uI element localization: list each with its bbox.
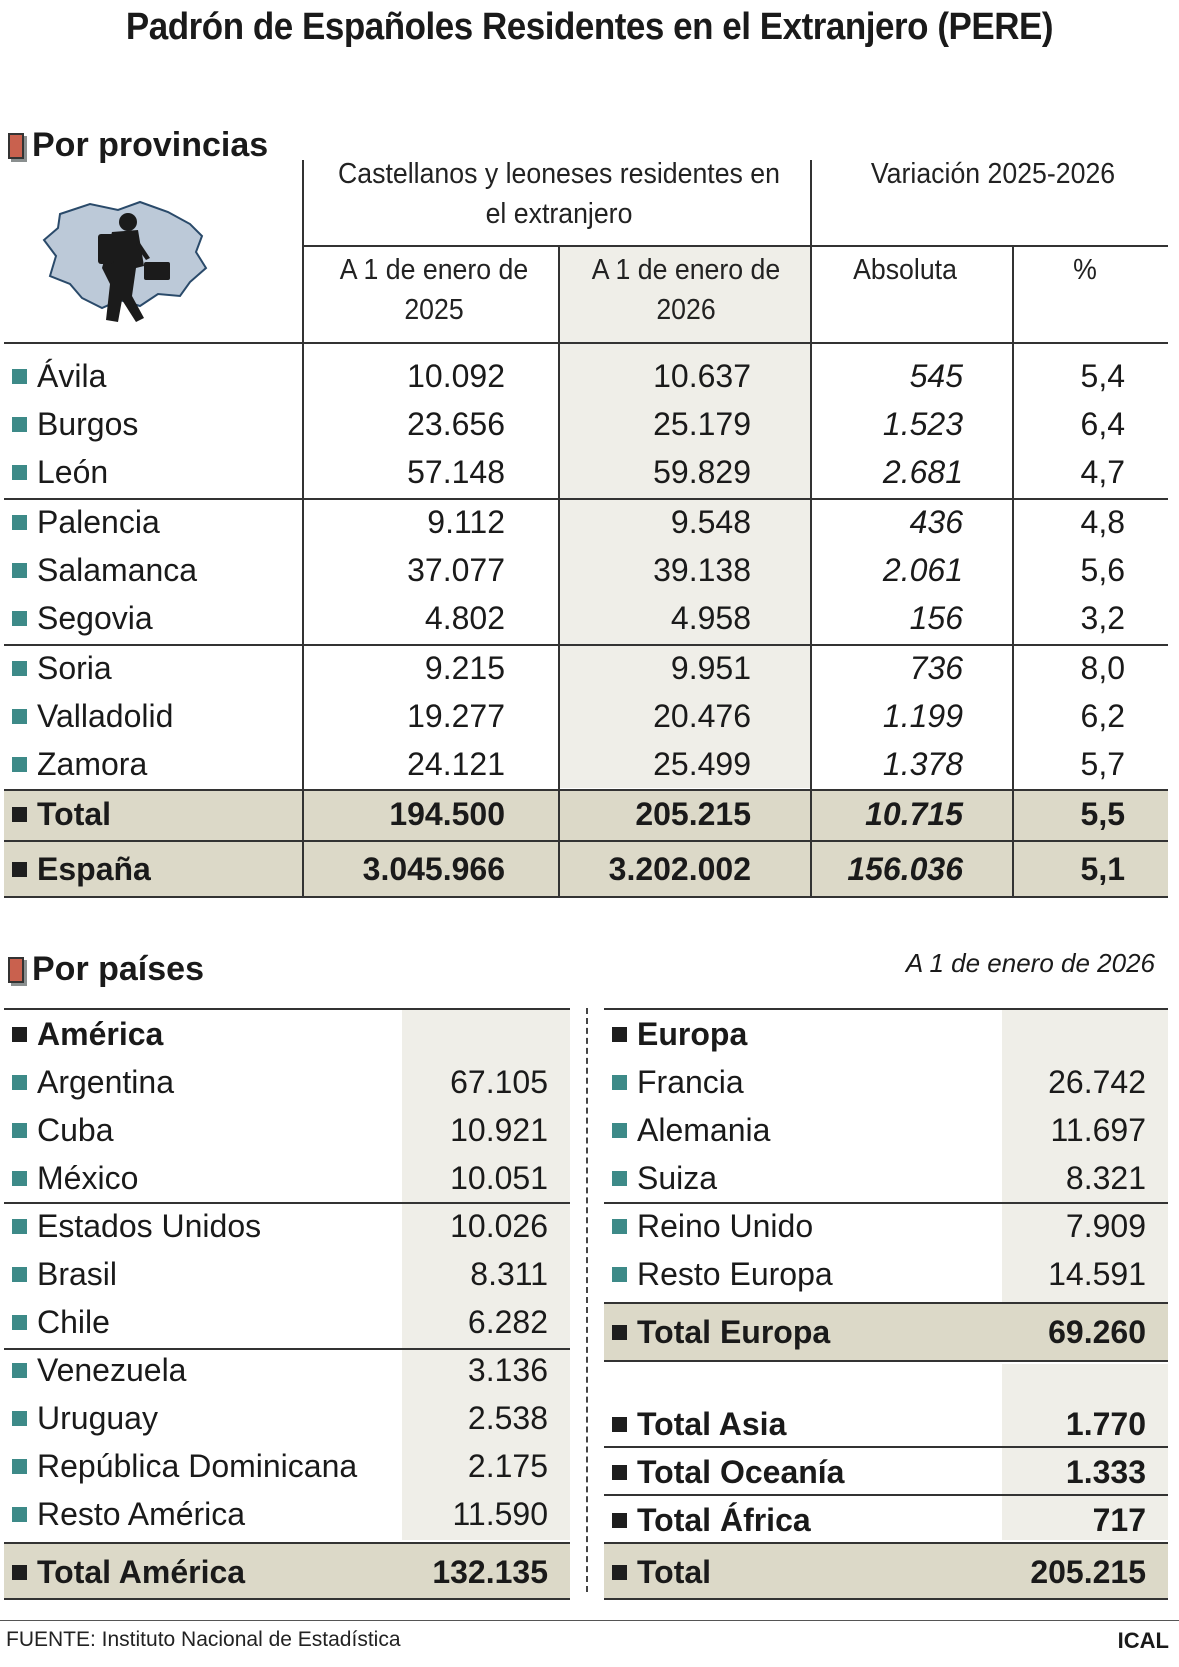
value-2026: 3.202.002 bbox=[608, 851, 751, 887]
bullet-icon bbox=[12, 709, 27, 724]
total-america-row bbox=[0, 1546, 570, 1598]
value-pct: 4,8 bbox=[1080, 504, 1125, 540]
row-label bbox=[612, 1306, 830, 1358]
table-row bbox=[0, 498, 1179, 546]
grid-line bbox=[604, 1360, 1168, 1362]
province-name: Soria bbox=[37, 650, 112, 686]
group-heading-europe bbox=[600, 1010, 1168, 1058]
row-label bbox=[12, 1202, 261, 1250]
country-name: Total América bbox=[37, 1554, 246, 1590]
table-row bbox=[0, 546, 1179, 594]
value-2026: 9.951 bbox=[670, 650, 751, 686]
total-row bbox=[0, 790, 1179, 838]
grid-line bbox=[302, 245, 1168, 247]
row-label bbox=[612, 1202, 813, 1250]
country-value: 132.135 bbox=[432, 1554, 548, 1590]
province-name: Valladolid bbox=[37, 698, 174, 734]
bullet-icon bbox=[12, 1315, 27, 1330]
table-row bbox=[0, 400, 1179, 448]
value-pct: 6,2 bbox=[1080, 698, 1125, 734]
value-pct: 5,1 bbox=[1080, 851, 1125, 887]
value-2026: 20.476 bbox=[653, 698, 751, 734]
total-row bbox=[600, 1448, 1168, 1496]
credit-label: ICAL bbox=[1117, 1628, 1169, 1653]
bullet-icon bbox=[612, 1267, 627, 1282]
row-label bbox=[12, 1442, 357, 1490]
country-value: 1.770 bbox=[1065, 1406, 1146, 1442]
country-name: Europa bbox=[637, 1016, 748, 1052]
bullet-icon bbox=[12, 1363, 27, 1378]
total-row bbox=[600, 1496, 1168, 1544]
variation-header: Variación 2025-2026 bbox=[870, 158, 1116, 190]
row-label bbox=[12, 594, 153, 642]
row-label bbox=[12, 1490, 245, 1538]
country-value: 67.105 bbox=[450, 1064, 548, 1100]
bullet-icon bbox=[12, 757, 27, 772]
value-2026: 39.138 bbox=[653, 552, 751, 588]
bullet-icon bbox=[12, 611, 27, 626]
row-label bbox=[12, 740, 147, 788]
value-pct: 5,5 bbox=[1080, 796, 1125, 832]
value-abs: 1.378 bbox=[882, 746, 963, 782]
value-abs: 736 bbox=[909, 650, 963, 686]
row-label bbox=[12, 1546, 245, 1598]
country-value: 717 bbox=[1092, 1502, 1146, 1538]
country-value: 7.909 bbox=[1065, 1208, 1146, 1244]
bullet-icon bbox=[612, 1417, 627, 1432]
row-label bbox=[612, 1010, 747, 1058]
country-name: Reino Unido bbox=[637, 1208, 814, 1244]
list-item bbox=[0, 1154, 570, 1202]
bullet-icon bbox=[12, 1507, 27, 1522]
table-row bbox=[0, 692, 1179, 740]
country-value: 26.742 bbox=[1048, 1064, 1146, 1100]
source-note: FUENTE: Instituto Nacional de Estadística bbox=[6, 1628, 401, 1651]
country-name: Uruguay bbox=[37, 1400, 158, 1436]
bullet-icon bbox=[12, 661, 27, 676]
grid-line bbox=[4, 1598, 570, 1600]
country-name: Total Europa bbox=[637, 1314, 831, 1350]
bullet-icon bbox=[612, 1219, 627, 1234]
row-label bbox=[12, 400, 138, 448]
row-label bbox=[12, 1394, 158, 1442]
value-abs: 545 bbox=[909, 358, 963, 394]
bullet-icon bbox=[612, 1565, 627, 1580]
bullet-icon bbox=[12, 1171, 27, 1186]
country-name: México bbox=[37, 1160, 139, 1196]
bullet-icon bbox=[612, 1123, 627, 1138]
row-label bbox=[12, 1154, 138, 1202]
value-2025: 24.121 bbox=[407, 746, 505, 782]
province-name: Salamanca bbox=[37, 552, 198, 588]
list-item bbox=[600, 1154, 1168, 1202]
section-marker-icon bbox=[8, 957, 24, 983]
row-label bbox=[612, 1496, 811, 1544]
value-2025: 4.802 bbox=[424, 600, 505, 636]
country-name: Chile bbox=[37, 1304, 110, 1340]
value-2025: 23.656 bbox=[407, 406, 505, 442]
value-2026: 10.637 bbox=[653, 358, 751, 394]
row-label bbox=[12, 790, 111, 838]
bullet-icon bbox=[12, 1411, 27, 1426]
col-header-2026: A 1 de enero de 2026 bbox=[591, 254, 781, 326]
row-label bbox=[12, 546, 197, 594]
province-name: Burgos bbox=[37, 406, 139, 442]
grid-line bbox=[4, 1542, 570, 1544]
bullet-icon bbox=[612, 1325, 627, 1340]
grid-line bbox=[604, 1302, 1168, 1304]
bullet-icon bbox=[612, 1465, 627, 1480]
value-2025: 19.277 bbox=[407, 698, 505, 734]
bullet-icon bbox=[12, 369, 27, 384]
row-label bbox=[12, 1250, 117, 1298]
row-label bbox=[612, 1546, 711, 1598]
country-name: Total Oceanía bbox=[637, 1454, 845, 1490]
list-item bbox=[0, 1106, 570, 1154]
value-2026: 9.548 bbox=[670, 504, 751, 540]
country-value: 8.321 bbox=[1065, 1160, 1146, 1196]
table-row bbox=[0, 352, 1179, 400]
country-name: Total África bbox=[637, 1502, 811, 1538]
bullet-icon bbox=[12, 807, 27, 822]
bullet-icon bbox=[612, 1075, 627, 1090]
total-row bbox=[600, 1400, 1168, 1448]
value-2025: 3.045.966 bbox=[362, 851, 505, 887]
value-abs: 156.036 bbox=[847, 851, 963, 887]
list-item bbox=[600, 1202, 1168, 1250]
row-label bbox=[12, 448, 108, 496]
value-pct: 5,6 bbox=[1080, 552, 1125, 588]
country-value: 10.026 bbox=[450, 1208, 548, 1244]
value-abs: 10.715 bbox=[865, 796, 963, 832]
country-name: Cuba bbox=[37, 1112, 114, 1148]
value-abs: 436 bbox=[909, 504, 963, 540]
value-2026: 25.499 bbox=[653, 746, 751, 782]
section-heading-countries bbox=[8, 950, 204, 989]
row-label bbox=[12, 1106, 114, 1154]
country-value: 14.591 bbox=[1048, 1256, 1146, 1292]
list-item bbox=[0, 1490, 570, 1538]
row-label bbox=[12, 1058, 174, 1106]
list-item bbox=[0, 1442, 570, 1490]
grid-line bbox=[4, 896, 1168, 898]
country-value: 6.282 bbox=[467, 1304, 548, 1340]
country-value: 10.051 bbox=[450, 1160, 548, 1196]
province-name: Palencia bbox=[37, 504, 160, 540]
row-label bbox=[12, 842, 151, 896]
bullet-icon bbox=[12, 417, 27, 432]
province-name: Total bbox=[37, 796, 112, 832]
grid-line bbox=[4, 342, 1168, 344]
country-name: Alemania bbox=[637, 1112, 771, 1148]
province-name: Zamora bbox=[37, 746, 148, 782]
country-name: República Dominicana bbox=[37, 1448, 358, 1484]
country-value: 8.311 bbox=[470, 1256, 548, 1292]
list-item bbox=[600, 1058, 1168, 1106]
total-row bbox=[0, 842, 1179, 896]
value-abs: 2.681 bbox=[882, 454, 963, 490]
grid-line bbox=[604, 1598, 1168, 1600]
table-row bbox=[0, 740, 1179, 788]
country-name: Argentina bbox=[37, 1064, 174, 1100]
bullet-icon bbox=[612, 1171, 627, 1186]
value-abs: 1.199 bbox=[882, 698, 963, 734]
country-value: 11.590 bbox=[452, 1496, 548, 1532]
group-heading-america bbox=[0, 1010, 570, 1058]
value-2026: 205.215 bbox=[635, 796, 751, 832]
country-name: Estados Unidos bbox=[37, 1208, 262, 1244]
value-2026: 59.829 bbox=[653, 454, 751, 490]
country-value: 11.697 bbox=[1050, 1112, 1146, 1148]
country-value: 2.538 bbox=[467, 1400, 548, 1436]
country-value: 2.175 bbox=[467, 1448, 548, 1484]
value-2025: 9.112 bbox=[427, 504, 505, 540]
value-abs: 1.523 bbox=[882, 406, 963, 442]
value-abs: 2.061 bbox=[882, 552, 963, 588]
total-europe-row bbox=[600, 1306, 1168, 1358]
date-note: A 1 de enero de 2026 bbox=[905, 948, 1155, 978]
country-value: 205.215 bbox=[1030, 1554, 1146, 1590]
bullet-icon bbox=[12, 1459, 27, 1474]
row-label bbox=[12, 1010, 163, 1058]
row-label bbox=[12, 1298, 110, 1346]
value-2026: 4.958 bbox=[670, 600, 751, 636]
list-item bbox=[0, 1250, 570, 1298]
country-value: 1.333 bbox=[1065, 1454, 1146, 1490]
row-label bbox=[12, 644, 112, 692]
map-traveler-icon bbox=[40, 196, 212, 338]
bullet-icon bbox=[612, 1027, 627, 1042]
value-pct: 5,4 bbox=[1080, 358, 1125, 394]
row-label bbox=[612, 1400, 786, 1448]
row-label bbox=[612, 1250, 833, 1298]
value-2025: 9.215 bbox=[424, 650, 505, 686]
value-2025: 194.500 bbox=[389, 796, 505, 832]
row-label bbox=[12, 352, 106, 400]
value-pct: 6,4 bbox=[1080, 406, 1125, 442]
list-item bbox=[600, 1250, 1168, 1298]
table-row bbox=[0, 594, 1179, 642]
footer-rule bbox=[0, 1620, 1179, 1621]
table-row bbox=[0, 448, 1179, 496]
country-value: 69.260 bbox=[1048, 1314, 1146, 1350]
country-name: Venezuela bbox=[37, 1352, 187, 1388]
bullet-icon bbox=[12, 465, 27, 480]
total-row bbox=[600, 1546, 1168, 1598]
value-pct: 4,7 bbox=[1080, 454, 1125, 490]
country-name: Resto América bbox=[37, 1496, 246, 1532]
bullet-icon bbox=[12, 1219, 27, 1234]
section-heading-provinces bbox=[8, 126, 268, 165]
row-label bbox=[612, 1448, 844, 1496]
bullet-icon bbox=[12, 1267, 27, 1282]
list-item bbox=[0, 1394, 570, 1442]
value-2025: 10.092 bbox=[407, 358, 505, 394]
country-name: Total Asia bbox=[637, 1406, 787, 1442]
row-label bbox=[612, 1106, 770, 1154]
bullet-icon bbox=[12, 1565, 27, 1580]
province-name: Ávila bbox=[37, 358, 107, 394]
row-label bbox=[12, 498, 160, 546]
section-marker-icon bbox=[8, 133, 24, 159]
value-pct: 3,2 bbox=[1080, 600, 1125, 636]
country-name: Suiza bbox=[637, 1160, 718, 1196]
value-2026: 25.179 bbox=[653, 406, 751, 442]
page-title: Padrón de Españoles Residentes en el Extranjero (PERE) bbox=[125, 6, 1054, 48]
row-label bbox=[12, 1346, 186, 1394]
value-abs: 156 bbox=[909, 600, 963, 636]
column-divider bbox=[586, 1008, 588, 1592]
list-item bbox=[0, 1058, 570, 1106]
row-label bbox=[612, 1154, 717, 1202]
col-header-2025: A 1 de enero de 2025 bbox=[339, 254, 529, 326]
bullet-icon bbox=[12, 1123, 27, 1138]
row-label bbox=[12, 692, 173, 740]
list-item bbox=[0, 1202, 570, 1250]
country-name: Brasil bbox=[37, 1256, 118, 1292]
bullet-icon bbox=[612, 1513, 627, 1528]
section-title: Por provincias bbox=[32, 126, 269, 164]
value-pct: 8,0 bbox=[1080, 650, 1125, 686]
country-name: Resto Europa bbox=[637, 1256, 833, 1292]
province-name: España bbox=[37, 851, 151, 887]
col-header-pct: % bbox=[1073, 254, 1097, 286]
bullet-icon bbox=[12, 1075, 27, 1090]
country-name: Total bbox=[637, 1554, 712, 1590]
country-value: 3.136 bbox=[467, 1352, 548, 1388]
list-item bbox=[0, 1346, 570, 1394]
col-header-abs: Absoluta bbox=[853, 254, 957, 286]
section-title: Por países bbox=[32, 950, 204, 988]
table-row bbox=[0, 644, 1179, 692]
value-2025: 57.148 bbox=[407, 454, 505, 490]
country-value: 10.921 bbox=[450, 1112, 548, 1148]
value-2025: 37.077 bbox=[407, 552, 505, 588]
province-name: Segovia bbox=[37, 600, 153, 636]
row-label bbox=[612, 1058, 744, 1106]
group-header: Castellanos y leoneses residentes en el extranjero bbox=[338, 158, 780, 230]
province-name: León bbox=[37, 454, 109, 490]
bullet-icon bbox=[12, 563, 27, 578]
list-item bbox=[0, 1298, 570, 1346]
value-pct: 5,7 bbox=[1080, 746, 1125, 782]
country-name: América bbox=[37, 1016, 164, 1052]
country-name: Francia bbox=[637, 1064, 744, 1100]
bullet-icon bbox=[12, 1027, 27, 1042]
list-item bbox=[600, 1106, 1168, 1154]
bullet-icon bbox=[12, 515, 27, 530]
bullet-icon bbox=[12, 862, 27, 877]
